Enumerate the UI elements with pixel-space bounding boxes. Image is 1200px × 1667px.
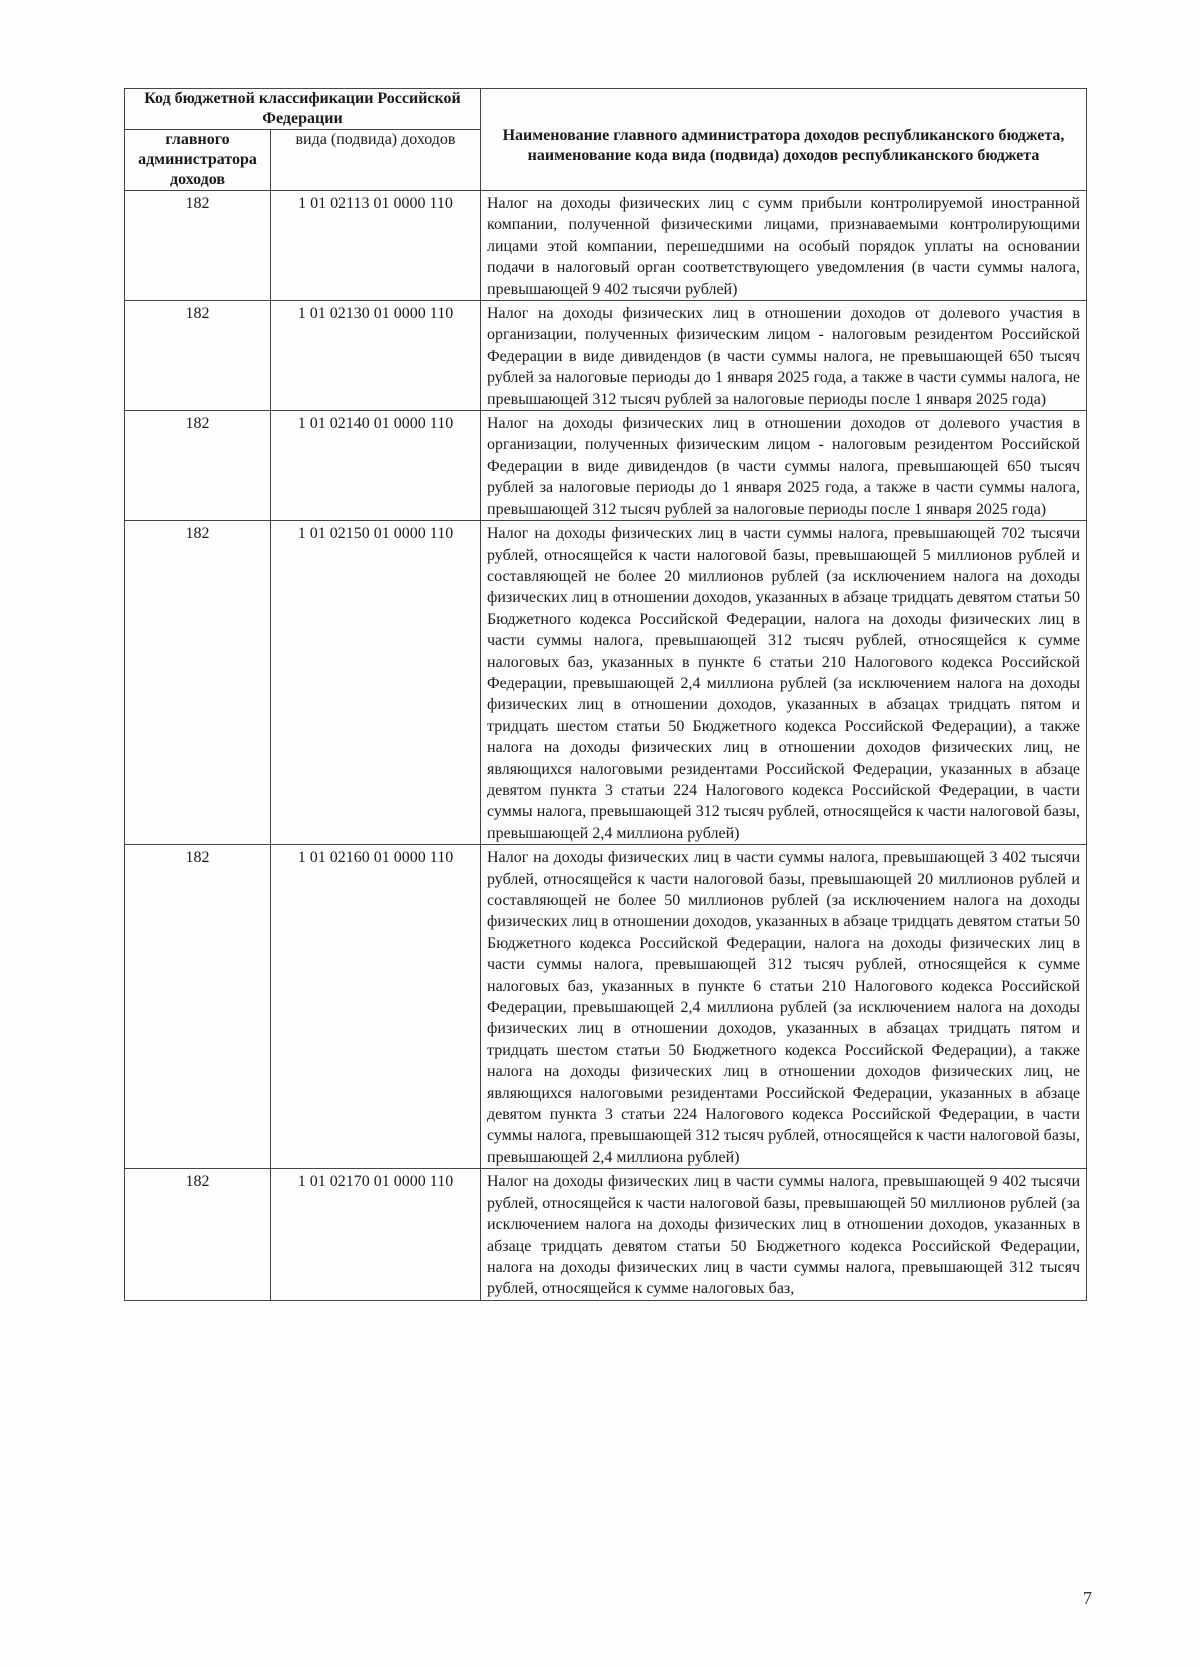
name-column-header: Наименование главного администратора доходов республиканского бюджета, наименование кода вида (подвида) доходов республиканского бюджета bbox=[481, 89, 1087, 191]
admin-code-cell: 182 bbox=[125, 521, 271, 845]
table-row bbox=[125, 845, 1087, 1169]
income-code-cell: 1 01 02113 01 0000 110 bbox=[271, 191, 481, 301]
income-code-cell: 1 01 02150 01 0000 110 bbox=[271, 521, 481, 845]
admin-code-cell: 182 bbox=[125, 191, 271, 301]
admin-code-cell: 182 bbox=[125, 411, 271, 521]
description-cell: Налог на доходы физических лиц в части суммы налога, превышающей 702 тысячи рублей, относящейся к части налоговой базы, превышающей 5 миллионов рублей и составляющей не более 20 миллионов рублей (за исключением налога на доходы физических лиц в отношении доходов, указанных в абзаце тридцать девятом статьи 50 Бюджетного кодекса Российской Федерации, налога на доходы физических лиц в части суммы налога, превышающей 312 тысяч рублей, относящейся к сумме налоговых баз, указанных в пункте 6 статьи 210 Налогового кодекса Российской Федерации, превышающей 2,4 миллиона рублей (за исключением налога на доходы физических лиц в отношении доходов, указанных в абзацах тридцать пятом и тридцать шестом статьи 50 Бюджетного кодекса Российской Федерации), а также налога на доходы физических лиц в отношении доходов физических лиц, не являющихся налоговыми резидентами Российской Федерации, указанных в абзаце девятом пункта 3 статьи 224 Налогового кодекса Российской Федерации, в части суммы налога, превышающей 312 тысяч рублей, относящейся к части налоговой базы, превышающей 2,4 миллиона рублей) bbox=[481, 521, 1087, 845]
income-code-cell: 1 01 02140 01 0000 110 bbox=[271, 411, 481, 521]
budget-classification-table bbox=[124, 88, 1087, 1301]
table-body bbox=[125, 191, 1087, 1301]
income-code-cell: 1 01 02160 01 0000 110 bbox=[271, 845, 481, 1169]
table-row bbox=[125, 1169, 1087, 1300]
admin-code-cell: 182 bbox=[125, 301, 271, 411]
description-cell: Налог на доходы физических лиц в части суммы налога, превышающей 9 402 тысячи рублей, относящейся к части налоговой базы, превышающей 50 миллионов рублей (за исключением налога на доходы физических лиц в отношении доходов, указанных в абзаце тридцать девятом статьи 50 Бюджетного кодекса Российской Федерации, налога на доходы физических лиц в части суммы налога, превышающей 312 тысяч рублей, относящейся к сумме налоговых баз, bbox=[481, 1169, 1087, 1300]
kbk-title-header: Код бюджетной классификации Российской Федерации bbox=[125, 89, 481, 130]
admin-code-cell: 182 bbox=[125, 845, 271, 1169]
table-row bbox=[125, 301, 1087, 411]
table-row bbox=[125, 521, 1087, 845]
description-cell: Налог на доходы физических лиц с сумм прибыли контролируемой иностранной компании, полученной физическими лицами, признаваемыми контролирующими лицами этой компании, перешедшими на особый порядок уплаты на основании подачи в налоговый орган соответствующего уведомления (в части суммы налога, превышающей 9 402 тысячи рублей) bbox=[481, 191, 1087, 301]
table-row bbox=[125, 411, 1087, 521]
table-row bbox=[125, 191, 1087, 301]
page-number: 7 bbox=[1083, 1588, 1092, 1608]
income-code-cell: 1 01 02130 01 0000 110 bbox=[271, 301, 481, 411]
description-cell: Налог на доходы физических лиц в отношении доходов от долевого участия в организации, полученных физическим лицом - налоговым резидентом Российской Федерации в виде дивидендов (в части суммы налога, не превышающей 650 тысяч рублей за налоговые периоды до 1 января 2025 года, а также в части суммы налога, не превышающей 312 тысяч рублей за налоговые периоды после 1 января 2025 года) bbox=[481, 301, 1087, 411]
income-code-cell: 1 01 02170 01 0000 110 bbox=[271, 1169, 481, 1300]
admin-code-cell: 182 bbox=[125, 1169, 271, 1300]
table-header bbox=[125, 89, 1087, 191]
description-cell: Налог на доходы физических лиц в отношении доходов от долевого участия в организации, полученных физическим лицом - налоговым резидентом Российской Федерации в виде дивидендов (в части суммы налога, превышающей 650 тысяч рублей за налоговые периоды до 1 января 2025 года, а также в части суммы налога, превышающей 312 тысяч рублей за налоговые периоды после 1 января 2025 года) bbox=[481, 411, 1087, 521]
admin-column-header: главного администратора доходов bbox=[125, 130, 271, 191]
type-column-header: вида (подвида) доходов bbox=[271, 130, 481, 191]
description-cell: Налог на доходы физических лиц в части суммы налога, превышающей 3 402 тысячи рублей, относящейся к части налоговой базы, превышающей 20 миллионов рублей и составляющей не более 50 миллионов рублей (за исключением налога на доходы физических лиц в отношении доходов, указанных в абзаце тридцать девятом статьи 50 Бюджетного кодекса Российской Федерации, налога на доходы физических лиц в части суммы налога, превышающей 312 тысяч рублей, относящейся к сумме налоговых баз, указанных в пункте 6 статьи 210 Налогового кодекса Российской Федерации, превышающей 2,4 миллиона рублей (за исключением налога на доходы физических лиц в отношении доходов, указанных в абзацах тридцать пятом и тридцать шестом статьи 50 Бюджетного кодекса Российской Федерации), а также налога на доходы физических лиц в отношении доходов физических лиц, не являющихся налоговыми резидентами Российской Федерации, указанных в абзаце девятом пункта 3 статьи 224 Налогового кодекса Российской Федерации, в части суммы налога, превышающей 312 тысяч рублей, относящейся к части налоговой базы, превышающей 2,4 миллиона рублей) bbox=[481, 845, 1087, 1169]
